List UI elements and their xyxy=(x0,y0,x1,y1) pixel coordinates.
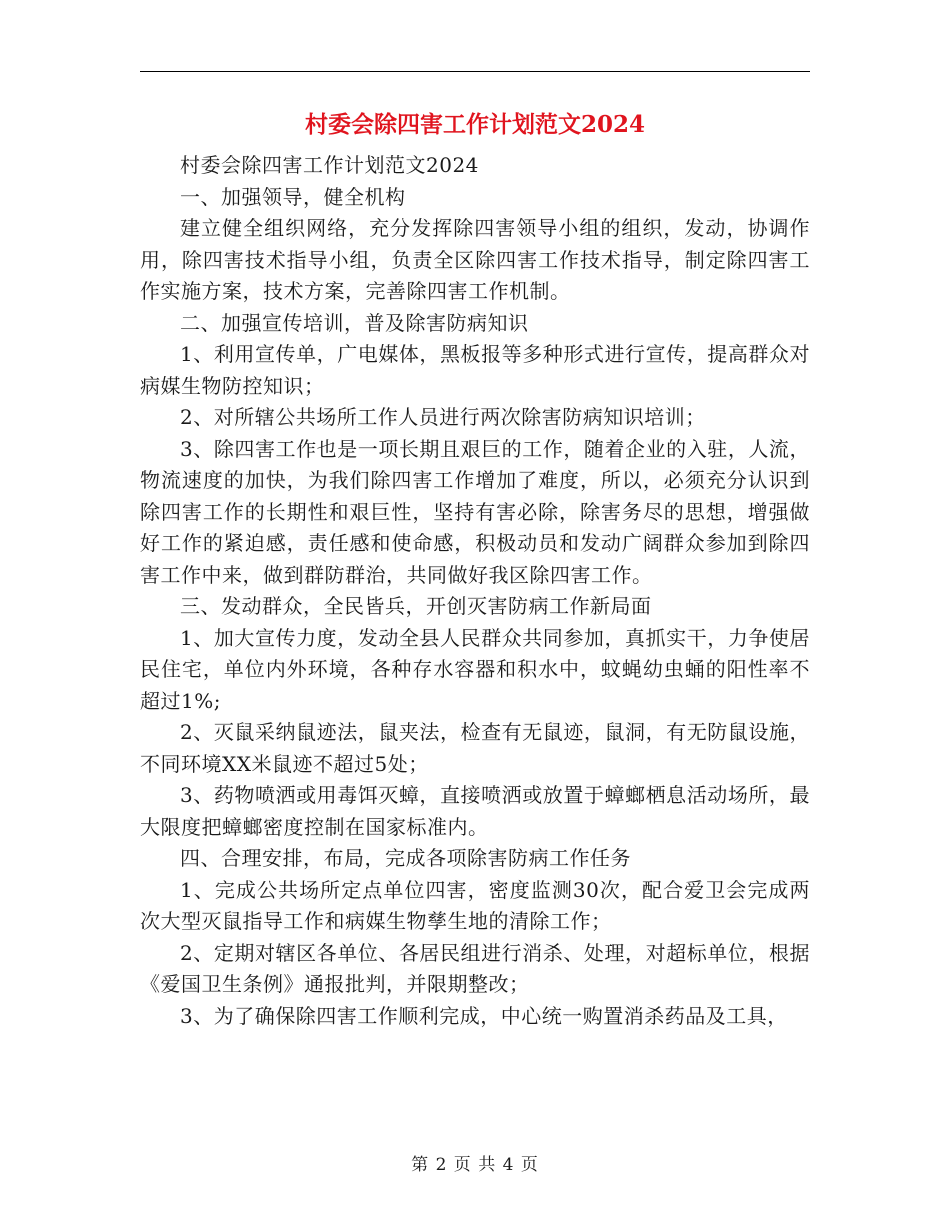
paragraph: 1、完成公共场所定点单位四害，密度监测30次，配合爱卫会完成两次大型灭鼠指导工作和病媒生物孳生地的清除工作； xyxy=(140,877,810,933)
section-heading: 一、加强领导，健全机构 xyxy=(180,184,406,209)
section-heading: 四、合理安排，布局，完成各项除害防病工作任务 xyxy=(180,846,631,870)
paragraph: 2、对所辖公共场所工作人员进行两次除害防病知识培训； xyxy=(180,405,706,429)
paragraph: 3、为了确保除四害工作顺利完成，中心统一购置消杀药品及工具， xyxy=(180,1003,788,1028)
paragraph: 2、定期对辖区各单位、各居民组进行消杀、处理，对超标单位，根据《爱国卫生条例》通报批判，并限期整改； xyxy=(140,940,810,996)
paragraph: 1、加大宣传力度，发动全县人民群众共同参加，真抓实干，力争使居民住宅，单位内外环境，各种存水容器和积水中，蚊蝇幼虫蛹的阳性率不超过1%; xyxy=(140,625,810,713)
section-heading: 二、加强宣传培训，普及除害防病知识 xyxy=(180,310,529,335)
section-heading: 三、发动群众，全民皆兵，开创灭害防病工作新局面 xyxy=(180,594,652,618)
document-title: 村委会除四害工作计划范文2024 xyxy=(304,111,645,138)
page-number: 第 2 页 共 4 页 xyxy=(411,1155,539,1175)
paragraph: 2、灭鼠采纳鼠迹法，鼠夹法，检查有无鼠迹，鼠洞，有无防鼠设施，不同环境XX米鼠迹不超过5处； xyxy=(140,720,810,776)
paragraph: 3、药物喷洒或用毒饵灭蟑，直接喷洒或放置于蟑螂栖息活动场所，最大限度把蟑螂密度控制在国家标准内。 xyxy=(140,783,810,839)
paragraph: 3、除四害工作也是一项长期且艰巨的工作，随着企业的入驻，人流，物流速度的加快，为我们除四害工作增加了难度，所以，必须充分认识到除四害工作的长期性和艰巨性，坚持有害必除，除害务尽的思想，增强做好工作的紧迫感，责任感和使命感，积极动员和发动广阔群众参加到除四害工作中来，做到群防群治，共同做好我区除四害工作。 xyxy=(140,436,810,587)
paragraph: 村委会除四害工作计划范文2024 xyxy=(180,153,479,177)
paragraph: 1、利用宣传单，广电媒体，黑板报等多种形式进行宣传，提高群众对病媒生物防控知识； xyxy=(140,342,810,398)
paragraph: 建立健全组织网络，充分发挥除四害领导小组的组织，发动，协调作用，除四害技术指导小组，负责全区除四害工作技术指导，制定除四害工作实施方案，技术方案，完善除四害工作机制。 xyxy=(140,216,810,303)
document-body xyxy=(140,150,810,1032)
header-rule xyxy=(140,71,810,72)
